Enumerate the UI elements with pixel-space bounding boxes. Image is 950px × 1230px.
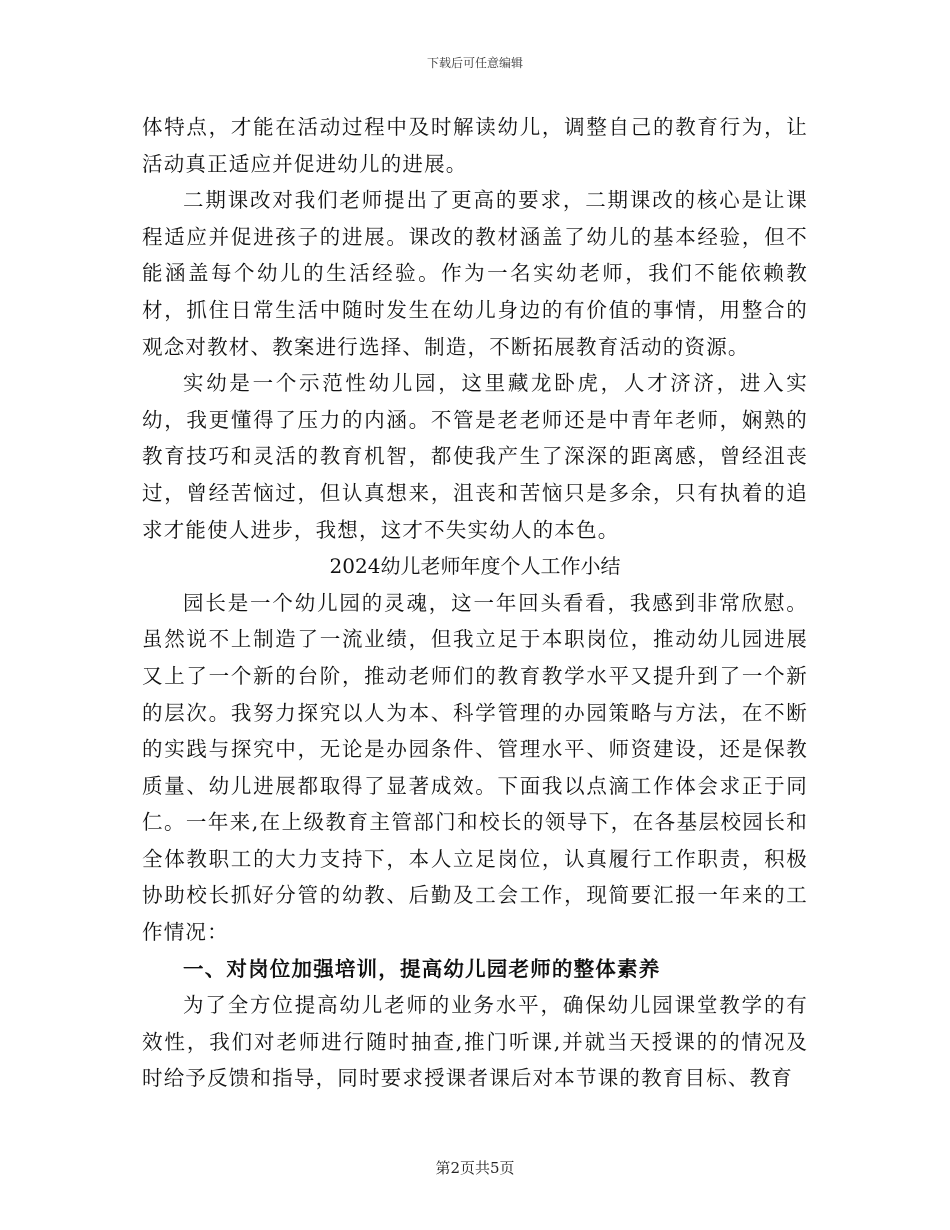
section-heading: 一、对岗位加强培训，提高幼儿园老师的整体素养 bbox=[183, 956, 661, 981]
paragraph-continuation: 体特点，才能在活动过程中及时解读幼儿，调整自己的教育行为，让活动真正适应并促进幼儿的进展。 bbox=[142, 115, 808, 176]
document-body bbox=[142, 109, 808, 1097]
paragraph-curriculum-reform: 二期课改对我们老师提出了更高的要求，二期课改的核心是让课程适应并促进孩子的进展。课改的教材涵盖了幼儿的基本经验，但不能涵盖每个幼儿的生活经验。作为一名实幼老师，我们不能依赖教材，抓住日常生活中随时发生在幼儿身边的有价值的事情，用整合的观念对教材、教案进行选择、制造，不断拓展教育活动的资源。 bbox=[142, 188, 808, 359]
paragraph-introduction: 园长是一个幼儿园的灵魂，这一年回头看看，我感到非常欣慰。虽然说不上制造了一流业绩，但我立足于本职岗位，推动幼儿园进展又上了一个新的台阶，推动老师们的教育教学水平又提升到了一个新的层次。我努力探究以人为本、科学管理的办园策略与方法，在不断的实践与探究中，无论是办园条件、管理水平、师资建设，还是保教质量、幼儿进展都取得了显著成效。下面我以点滴工作体会求正于同仁。一年来,在上级教育主管部门和校长的领导下，在各基层校园长和全体教职工的大力支持下，本人立足岗位，认真履行工作职责，积极协助校长抓好分管的幼教、后勤及工会工作，现简要汇报一年来的工作情况： bbox=[142, 590, 808, 945]
document-title: 2024幼儿老师年度个人工作小结 bbox=[329, 554, 621, 579]
paragraph-model-kindergarten: 实幼是一个示范性幼儿园，这里藏龙卧虎，人才济济，进入实幼，我更懂得了压力的内涵。不管是老老师还是中青年老师，娴熟的教育技巧和灵活的教育机智，都使我产生了深深的距离感，曾经沮丧过，曾经苦恼过，但认真想来，沮丧和苦恼只是多余，只有执着的追求才能使人进步，我想，这才不失实幼人的本色。 bbox=[142, 371, 808, 542]
page-header: 下载后可任意编辑 bbox=[426, 56, 523, 70]
page-footer: 第2页共5页 bbox=[435, 1159, 515, 1177]
paragraph-training: 为了全方位提高幼儿老师的业务水平，确保幼儿园课堂教学的有效性，我们对老师进行随时抽查,推门听课,并就当天授课的的情况及时给予反馈和指导，同时要求授课者课后对本节课的教育目标、教育 bbox=[142, 993, 808, 1091]
